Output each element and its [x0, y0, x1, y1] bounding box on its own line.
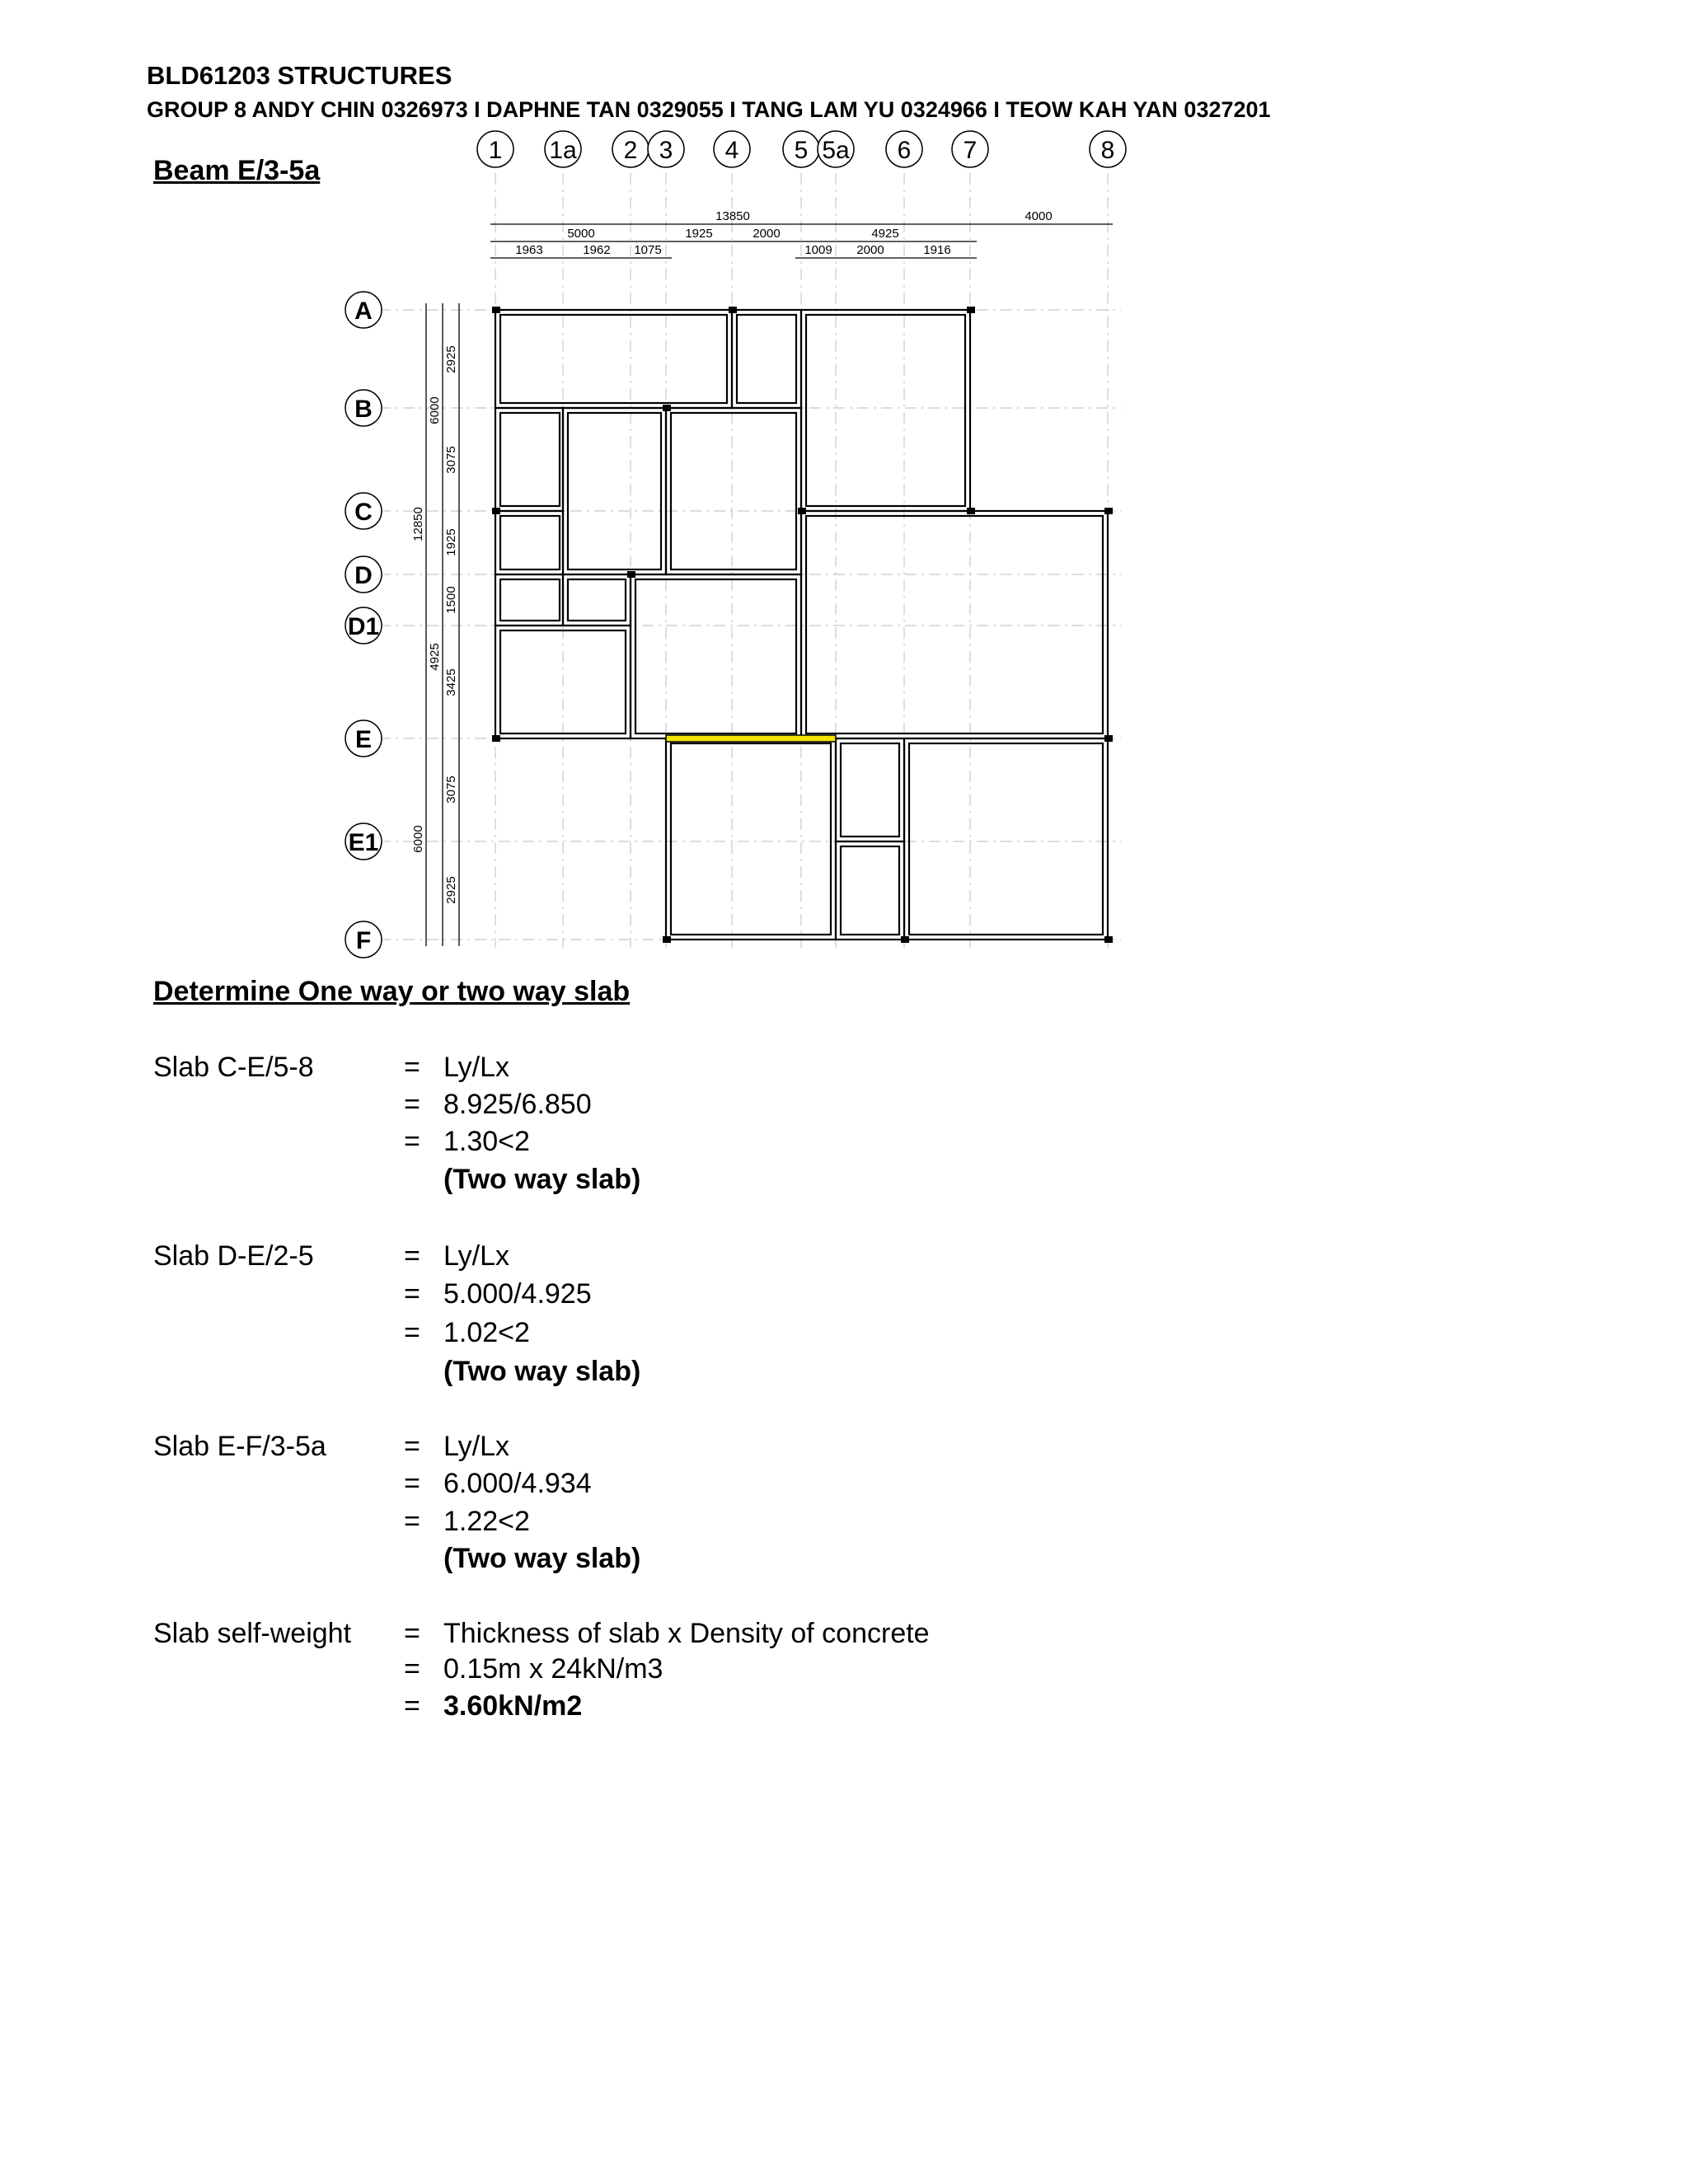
- dim-left-mid: 6000: [428, 396, 442, 424]
- self-weight-label: Slab self-weight: [153, 1618, 352, 1649]
- course-title: BLD61203 STRUCTURES: [147, 61, 452, 90]
- calc-line: = Ly/Lx: [404, 1240, 510, 1272]
- row-label: C: [354, 499, 373, 526]
- calc-result: (Two way slab): [443, 1356, 641, 1387]
- group-members: GROUP 8 ANDY CHIN 0326973 I DAPHNE TAN 0329055 I TANG LAM YU 0324966 I TEOW KAH YAN 0327201: [147, 97, 1271, 122]
- dim-top-mid: 5000: [567, 227, 595, 241]
- column-label: 5: [794, 137, 809, 164]
- calc-line: = 1.22<2: [404, 1506, 530, 1537]
- grid-lines: [379, 173, 1121, 948]
- row-label: A: [354, 298, 373, 325]
- column-label: 1: [488, 137, 503, 164]
- dim-left-inner: 3075: [444, 446, 458, 474]
- column-label: 6: [897, 137, 912, 164]
- column-label: 7: [963, 137, 978, 164]
- dim-top-small: 2000: [856, 243, 884, 257]
- dim-top-small: 1962: [583, 243, 611, 257]
- column-label: 1a: [549, 137, 577, 164]
- calc-line: = Ly/Lx: [404, 1052, 510, 1083]
- calc-line: = Thickness of slab x Density of concrete: [404, 1618, 930, 1649]
- row-label: D1: [347, 613, 380, 640]
- calc-label: Slab D-E/2-5: [153, 1240, 314, 1272]
- column-label: 4: [724, 137, 739, 164]
- calc-line: = 0.15m x 24kN/m3: [404, 1653, 663, 1685]
- row-label: F: [355, 927, 372, 954]
- dim-top-small: 1916: [923, 243, 951, 257]
- calc-line: = 8.925/6.850: [404, 1089, 592, 1120]
- dim-top-total: 13850: [715, 209, 750, 223]
- dim-left-inner: 2925: [444, 876, 458, 904]
- dim-top-mid: 2000: [753, 227, 781, 241]
- column-label: 3: [659, 137, 673, 164]
- calc-line: = 3.60kN/m2: [404, 1690, 583, 1722]
- column-bubbles: [477, 131, 1126, 167]
- dim-left-inner: 1925: [444, 528, 458, 556]
- beam-title: Beam E/3-5a: [153, 155, 321, 186]
- calc-result: (Two way slab): [443, 1543, 641, 1574]
- dim-left-mid: 4925: [428, 643, 442, 671]
- row-label: D: [354, 562, 373, 589]
- row-label: E: [354, 726, 373, 753]
- calc-label: Slab C-E/5-8: [153, 1052, 314, 1083]
- dim-top-small: 1963: [515, 243, 543, 257]
- calc-line: = 5.000/4.925: [404, 1278, 592, 1310]
- dim-top-mid: 1925: [685, 227, 713, 241]
- dim-left-inner: 3075: [444, 776, 458, 804]
- dim-left-inner: 1500: [444, 586, 458, 614]
- dim-left-inner: 2925: [444, 345, 458, 373]
- calc-result: (Two way slab): [443, 1164, 641, 1195]
- row-label: E1: [348, 829, 379, 856]
- row-label: B: [354, 396, 373, 423]
- column-label: 5a: [822, 137, 850, 164]
- dim-top-mid: 4925: [871, 227, 899, 241]
- calc-line: = Ly/Lx: [404, 1431, 510, 1462]
- dim-left-outer: 12850: [411, 507, 425, 541]
- row-bubbles: [345, 292, 382, 958]
- floor-plan: [0, 0, 1688, 972]
- dim-top-small: 1075: [634, 243, 662, 257]
- section-title: Determine One way or two way slab: [153, 976, 631, 1007]
- column-label: 8: [1100, 137, 1115, 164]
- dim-top-right: 4000: [1025, 209, 1053, 223]
- calc-line: = 6.000/4.934: [404, 1468, 592, 1499]
- calc-label: Slab E-F/3-5a: [153, 1431, 326, 1462]
- highlighted-beam: [666, 735, 836, 742]
- calc-line: = 1.30<2: [404, 1126, 530, 1157]
- dim-left-outer: 6000: [411, 825, 425, 853]
- dim-left-inner: 3425: [444, 668, 458, 696]
- column-label: 2: [623, 137, 638, 164]
- dim-top-small: 1009: [804, 243, 832, 257]
- calc-line: = 1.02<2: [404, 1317, 530, 1348]
